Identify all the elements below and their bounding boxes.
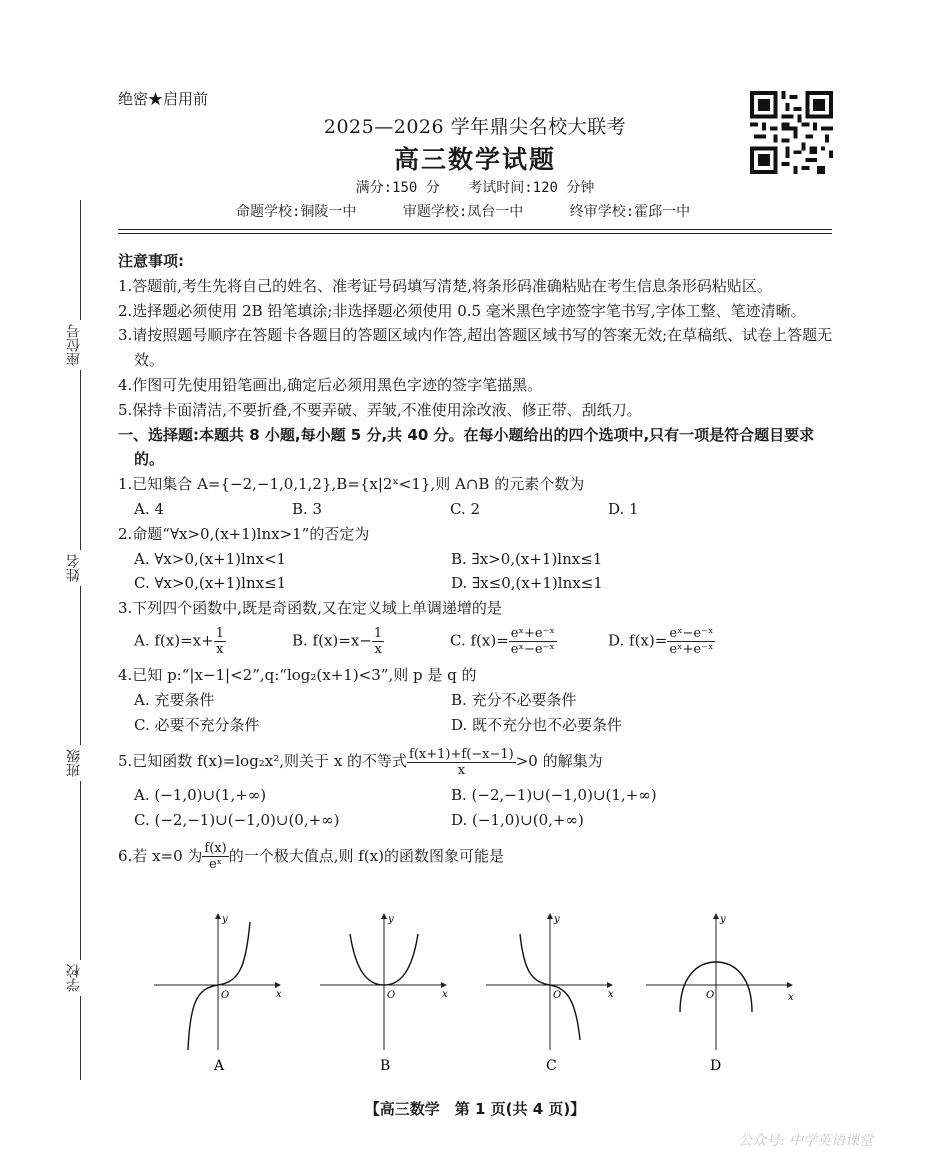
notice-title: 注意事项: bbox=[118, 252, 184, 270]
notice-item: 2.选择题必须使用 2B 铅笔填涂;非选择题必须使用 0.5 毫米黑色字迹签字笔书写,字体工整、笔迹清晰。 bbox=[118, 301, 806, 320]
q5-option-c: C. (−2,−1)∪(−1,0)∪(0,+∞) bbox=[134, 811, 340, 830]
q2-option-d: D. ∃x≤0,(x+1)lnx≤1 bbox=[451, 574, 603, 593]
question-5 bbox=[118, 739, 834, 783]
header-rule bbox=[118, 229, 832, 230]
qr-code-icon bbox=[750, 91, 833, 174]
q3-a-den: x bbox=[216, 642, 224, 658]
q6-graphs bbox=[150, 910, 810, 1080]
schools-line bbox=[236, 201, 728, 221]
exam-title: 2025—2026 学年鼎尖名校大联考 bbox=[323, 116, 627, 138]
q5-stem-pre: 5.已知函数 f(x)=log₂x²,则关于 x 的不等式 bbox=[118, 752, 408, 771]
question-1: 1.已知集合 A={−2,−1,0,1,2},B={x|2ˣ<1},则 A∩B 的元素个数为 bbox=[118, 475, 585, 494]
q3-c-fraction bbox=[509, 626, 557, 657]
q3-a-fraction bbox=[214, 626, 226, 657]
graph-a-x-label: x bbox=[276, 989, 282, 1000]
graph-d-x-label: x bbox=[788, 992, 794, 1003]
q4-option-a: A. 充要条件 bbox=[134, 690, 215, 709]
notice-item: 3.请按照题号顺序在答题卡各题目的答题区域内作答,超出答题区域书写的答案无效;在草稿纸、试卷上答题无效。 bbox=[118, 326, 833, 370]
graph-b-x-label: x bbox=[442, 989, 448, 1000]
q1-options bbox=[118, 497, 834, 522]
q2-options-row1 bbox=[118, 547, 834, 572]
q4-option-b: B. 充分不必要条件 bbox=[451, 690, 577, 709]
q3-c-text: C. f(x)= bbox=[450, 631, 509, 650]
q4-option-d: D. 既不充分也不必要条件 bbox=[451, 715, 623, 734]
graph-c-label: C bbox=[546, 1058, 557, 1074]
q3-a-num: 1 bbox=[215, 626, 224, 642]
graph-b bbox=[320, 914, 448, 1074]
side-label-seat: 座位号 bbox=[64, 320, 92, 370]
q3-d-fraction bbox=[667, 626, 715, 657]
exam-time: 考试时间:120 分钟 bbox=[468, 180, 595, 196]
q6-fraction bbox=[202, 841, 228, 872]
q3-d-den: eˣ+e⁻ˣ bbox=[669, 642, 714, 658]
q6-stem-pre: 6.若 x=0 为 bbox=[118, 846, 203, 865]
q1-option-b: B. 3 bbox=[292, 499, 323, 518]
graph-a-origin: O bbox=[221, 990, 230, 1001]
graph-d-label: D bbox=[710, 1058, 722, 1074]
q5-fraction bbox=[407, 747, 516, 778]
q5-option-a: A. (−1,0)∪(1,+∞) bbox=[134, 786, 267, 805]
notice-item: 5.保持卡面清洁,不要折叠,不要弄破、弄皱,不准使用涂改液、修正带、刮纸刀。 bbox=[118, 400, 642, 419]
q1-option-c: C. 2 bbox=[450, 499, 481, 518]
graph-a bbox=[154, 914, 282, 1074]
header-rule-thin bbox=[118, 233, 832, 234]
question-3: 3.下列四个函数中,既是奇函数,又在定义域上单调递增的是 bbox=[118, 599, 502, 618]
graph-b-label: B bbox=[380, 1058, 391, 1074]
q2-option-b: B. ∃x>0,(x+1)lnx≤1 bbox=[451, 549, 603, 568]
graph-c-y-label: y bbox=[554, 914, 560, 925]
graph-c bbox=[486, 914, 614, 1074]
full-score: 满分:150 分 bbox=[355, 180, 440, 196]
section-heading: 一、选择题:本题共 8 小题,每小题 5 分,共 40 分。在每小题给出的四个选项中,只有一项是符合题目要求的。 bbox=[118, 425, 815, 469]
q3-b-den: x bbox=[374, 642, 382, 658]
q3-option-d bbox=[608, 626, 766, 657]
subject-title: 高三数学试题 bbox=[393, 145, 556, 174]
q6-stem-post: 的一个极大值点,则 f(x)的函数图象可能是 bbox=[228, 846, 504, 865]
q3-option-c bbox=[450, 626, 608, 657]
graph-b-y-label: y bbox=[388, 914, 394, 925]
q3-c-num: eˣ+e⁻ˣ bbox=[510, 626, 555, 642]
q5-option-b: B. (−2,−1)∪(−1,0)∪(1,+∞) bbox=[451, 786, 657, 805]
score-time-line bbox=[0, 177, 950, 197]
q4-options-row1 bbox=[118, 688, 834, 713]
proposer-school: 命题学校:铜陵一中 bbox=[236, 204, 357, 220]
graph-d bbox=[646, 914, 794, 1074]
q5-stem-post: >0 的解集为 bbox=[515, 752, 603, 771]
page-footer: 【高三数学 第 1 页(共 4 页)】 bbox=[364, 1100, 586, 1118]
q5-frac-num: f(x+1)+f(−x−1) bbox=[409, 746, 514, 762]
q5-options-row2 bbox=[118, 808, 834, 833]
q3-options bbox=[118, 621, 834, 663]
graph-c-x-label: x bbox=[608, 989, 614, 1000]
final-reviewer-school: 终审学校:霍邱一中 bbox=[569, 204, 691, 220]
q3-c-den: eˣ−e⁻ˣ bbox=[510, 642, 555, 658]
notice-item: 4.作图可先使用铅笔画出,确定后必须用黑色字迹的签字笔描黑。 bbox=[118, 375, 543, 394]
q6-frac-den: eˣ bbox=[208, 857, 223, 873]
q2-option-a: A. ∀x>0,(x+1)lnx<1 bbox=[134, 549, 287, 568]
q5-options-row1 bbox=[118, 783, 834, 808]
q1-option-d: D. 1 bbox=[608, 499, 639, 518]
graph-d-y-label: y bbox=[720, 914, 726, 925]
side-label-school: 学校 bbox=[64, 960, 92, 996]
q4-option-c: C. 必要不充分条件 bbox=[134, 715, 260, 734]
side-label-class: 班级 bbox=[64, 745, 92, 781]
confidential-mark: 绝密★启用前 bbox=[118, 90, 209, 108]
graph-a-curve bbox=[188, 922, 250, 1050]
q2-options-row2 bbox=[118, 571, 834, 596]
q1-option-a: A. 4 bbox=[134, 499, 164, 518]
graph-d-origin: O bbox=[706, 990, 715, 1001]
q3-d-text: D. f(x)= bbox=[608, 631, 668, 650]
q3-b-text: B. f(x)=x− bbox=[292, 631, 372, 650]
q3-option-b bbox=[292, 626, 450, 657]
q3-option-a bbox=[134, 626, 292, 657]
notice-item: 1.答题前,考生先将自己的姓名、准考证号码填写清楚,将条形码准确粘贴在考生信息条形码粘贴区。 bbox=[118, 276, 772, 295]
q3-b-num: 1 bbox=[373, 626, 383, 642]
graph-b-origin: O bbox=[387, 990, 396, 1001]
question-4: 4.已知 p:“|x−1|<2”,q:“log₂(x+1)<3”,则 p 是 q 的 bbox=[118, 665, 477, 684]
question-2: 2.命题“∀x>0,(x+1)lnx>1”的否定为 bbox=[118, 524, 370, 543]
reviewer-school: 审题学校:凤台一中 bbox=[402, 204, 524, 220]
q5-frac-den: x bbox=[457, 762, 466, 778]
side-label-name: 姓名 bbox=[64, 550, 92, 586]
q4-options-row2 bbox=[118, 713, 834, 738]
question-6 bbox=[118, 835, 834, 877]
q6-frac-num: f(x) bbox=[204, 841, 227, 857]
graph-a-label: A bbox=[214, 1058, 225, 1074]
q5-option-d: D. (−1,0)∪(0,+∞) bbox=[451, 811, 584, 830]
graph-a-y-label: y bbox=[222, 914, 228, 925]
q3-d-num: eˣ−e⁻ˣ bbox=[669, 626, 714, 642]
q2-option-c: C. ∀x>0,(x+1)lnx≤1 bbox=[134, 574, 287, 593]
q3-a-text: A. f(x)=x+ bbox=[134, 631, 214, 650]
graph-c-origin: O bbox=[553, 990, 562, 1001]
watermark: 公众号: 中学英语课堂 bbox=[738, 1133, 874, 1149]
exam-content bbox=[118, 249, 834, 877]
q3-b-fraction bbox=[372, 626, 384, 657]
